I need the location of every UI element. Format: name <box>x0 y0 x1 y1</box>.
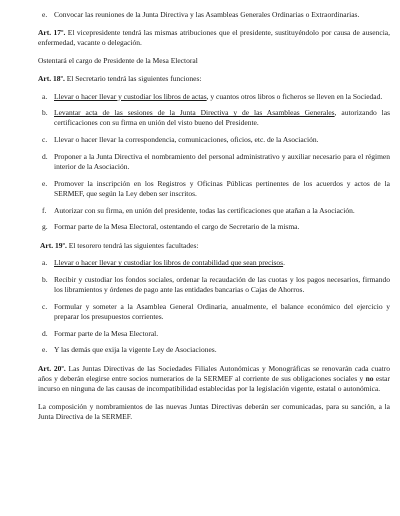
list-letter: f. <box>42 205 47 215</box>
article-text-after: estar incurso en ninguna de las causas de incompatibilidad establecidas por la legislación vigente, estatal o autonómica. <box>38 373 390 394</box>
list-item <box>38 329 390 339</box>
list-item-text: Y las demás que exija la vigente Ley de Asociaciones. <box>54 345 217 355</box>
article-label: Art. 19º. <box>40 240 67 250</box>
list-letter: d. <box>42 151 48 161</box>
article-emphasis: no <box>365 373 374 383</box>
list-item-text: Formular y someter a la Asamblea General Ordinaria, anualmente, el balance económico del ejercicio y preparar los presupuestos corrientes. <box>54 301 390 322</box>
list-letter: b. <box>42 274 48 284</box>
list-letter: a. <box>42 258 48 268</box>
list-item-text: Llevar o hacer llevar la correspondencia, comunicaciones, oficios, etc. de la Asociación. <box>54 135 319 145</box>
list-item-underlined: Llevar o hacer llevar y custodiar los libros de actas <box>54 91 207 101</box>
list-item <box>38 275 390 295</box>
article-17 <box>38 28 390 48</box>
list-item-underlined: Levantar acta de las sesiones de la Junta Directiva y de las Asambleas Generales <box>54 108 335 118</box>
article-intro: El tesorero tendrá las siguientes facultades: <box>66 240 199 250</box>
closing-paragraph: La composición y nombramientos de las nuevas Juntas Directivas deberán ser comunicadas, para su sanción, a la Junta Directiva de la SERMEF. <box>38 401 390 421</box>
list-item-text: , y cuantos otros libros o ficheros se lleven en la Sociedad. <box>206 91 383 101</box>
list-item <box>38 108 390 128</box>
list-item <box>38 258 390 268</box>
list-item-text: . <box>283 258 285 268</box>
article-intro: El Secretario tendrá las siguientes funciones: <box>64 73 202 83</box>
list-letter: c. <box>42 301 48 311</box>
list-letter: e. <box>42 178 48 188</box>
list-item-text: Formar parte de la Mesa Electoral, ostentando el cargo de Secretario de la misma. <box>54 222 300 232</box>
art19-list <box>38 258 390 355</box>
list-item <box>38 222 390 232</box>
list-item <box>38 302 390 322</box>
list-letter: e. <box>42 10 48 19</box>
list-letter: c. <box>42 135 48 145</box>
list-letter: a. <box>42 91 48 101</box>
ostentara-line: Ostentará el cargo de Presidente de la Mesa Electoral <box>38 56 198 66</box>
list-item-text: Promover la inscripción en los Registros y Oficinas Públicas pertinentes de los acuerdos y actos de la SERMEF, que según la Ley deben ser inscritos. <box>54 178 390 198</box>
article-18 <box>38 74 390 84</box>
list-item-text: Recibir y custodiar los fondos sociales, ordenar la recaudación de las cuotas y los pagos necesarios, firmando los libramientos y órdenes de pago ante las entidades bancarias o Cajas de Ahorros. <box>54 274 390 295</box>
list-item-underlined: Llevar o hacer llevar y custodiar los libros de contabilidad que sean precisos <box>54 258 284 268</box>
list-item <box>38 135 390 145</box>
list-item-text: Proponer a la Junta Directiva el nombramiento del personal administrativo y auxiliar necesario para el régimen interior de la Asociación. <box>54 151 390 172</box>
list-letter: e. <box>42 345 48 355</box>
article-text: Las Juntas Directivas de las Sociedades Filiales Autonómicas y Monográficas se renovarán cada cuatro años y deberán elegirse entre socios numerarios de la SERMEF al corriente de sus obligaciones sociales y <box>38 363 390 383</box>
list-item <box>38 179 390 199</box>
art18-list <box>38 92 390 233</box>
list-item-text: Autorizar con su firma, en unión del presidente, todas las certificaciones que atañan a la Asociación. <box>54 205 355 215</box>
list-letter: g. <box>42 222 48 232</box>
list-item <box>38 92 390 102</box>
list-item-text: , autorizando las certificaciones con su firma en unión del visto bueno del Presidente. <box>54 108 390 128</box>
article-19 <box>38 241 390 251</box>
list-letter: d. <box>42 328 48 338</box>
list-item <box>38 152 390 172</box>
list-item <box>38 206 390 216</box>
article-text: El vicepresidente tendrá las mismas atribuciones que el presidente, sustituyéndolo por causa de ausencia, enfermedad, vacante o delegación. <box>38 28 390 48</box>
article-20 <box>38 364 390 395</box>
list-item-text: Formar parte de la Mesa Electoral. <box>54 328 159 338</box>
list-item <box>38 10 390 20</box>
list-item <box>38 345 390 355</box>
article-label: Art. 20º. <box>38 363 66 373</box>
list-item-text: Convocar las reuniones de la Junta Directiva y las Asambleas Generales Ordinarias o Extraordinarias. <box>54 10 360 19</box>
article-label: Art. 18º. <box>38 73 65 83</box>
list-letter: b. <box>42 108 48 118</box>
article-label: Art. 17º. <box>38 28 66 38</box>
